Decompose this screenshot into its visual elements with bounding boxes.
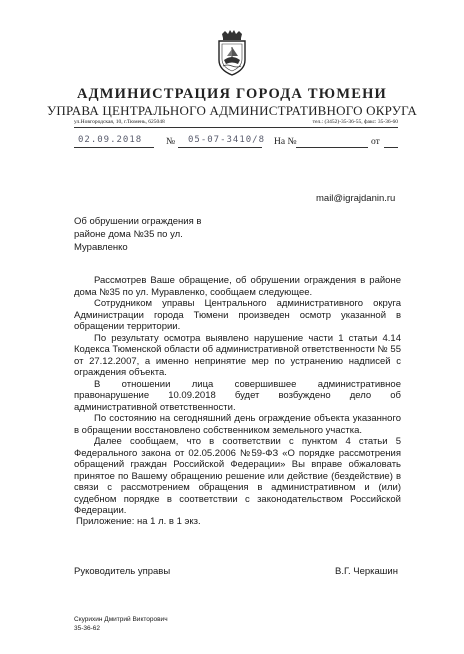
body-paragraph: По результату осмотра выявлено нарушение части 1 статьи 4.14 Кодекса Тюменской области об административной ответственности № 55 от 27.12.2007, а именно непринятие мер по устранению надписей с ограждения объекта. bbox=[74, 332, 401, 378]
letter-subject: Об обрушении ограждения в районе дома №35 по ул. Муравленко bbox=[74, 216, 202, 253]
letterhead-address: ул.Новгородская, 10, г.Тюмень, 625048 bbox=[74, 119, 165, 125]
body-paragraph: Далее сообщаем, что в соответствии с пунктом 4 статьи 5 Федерального закона от 02.05.2006 №59-ФЗ «О порядке рассмотрения обращений граждан Российской Федерации» Вы вправе обжаловать принятое по Вашему обращению решение или действие (бездействие) в связи с рассмотрением обращения в административном и (или) судебном порядке в соответствии с законодательством Российской Федерации. bbox=[74, 436, 401, 516]
recipient-email: mail@igrajdanin.ru bbox=[316, 193, 396, 204]
body-paragraph: По состоянию на сегодняшний день ограждение объекта указанного в обращении восстановлено собственником земельного участка. bbox=[74, 413, 401, 436]
letter-body bbox=[74, 275, 401, 517]
registration-date: 02.09.2018 bbox=[78, 135, 143, 145]
ref-number-line bbox=[296, 147, 368, 148]
ref-from-label: от bbox=[371, 137, 380, 147]
department-name: УПРАВА ЦЕНТРАЛЬНОГО АДМИНИСТРАТИВНОГО ОКРУГА bbox=[46, 103, 417, 118]
letterhead-phones: тел.: (3452)-35-36-55, факс: 35-36-60 bbox=[312, 119, 398, 125]
executor-info bbox=[74, 615, 168, 633]
registration-number: 05-07-3410/8 bbox=[188, 135, 266, 145]
executor-name: Скурихин Дмитрий Викторович bbox=[74, 616, 168, 623]
executor-phone: 35-36-62 bbox=[74, 625, 101, 632]
city-emblem-icon bbox=[216, 30, 248, 76]
date-line bbox=[74, 147, 154, 148]
letterhead-divider bbox=[74, 127, 398, 128]
signatory-name: В.Г. Черкашин bbox=[335, 566, 398, 577]
body-paragraph: Сотрудником управы Центрального административного округа Администрации города Тюмени произведен осмотр указанной в обращении территории. bbox=[74, 298, 401, 332]
organization-name: АДМИНИСТРАЦИЯ ГОРОДА ТЮМЕНИ bbox=[76, 86, 388, 102]
ref-number-label: На № bbox=[274, 137, 297, 147]
ref-from-line bbox=[384, 147, 398, 148]
number-label: № bbox=[166, 137, 176, 147]
attachment-note: Приложение: на 1 л. в 1 экз. bbox=[76, 516, 201, 527]
signatory-position: Руководитель управы bbox=[74, 566, 171, 577]
number-line bbox=[178, 147, 262, 148]
body-paragraph: В отношении лица совершившее административное правонарушение 10.09.2018 будет возбуждено дело об административной ответственности. bbox=[74, 378, 401, 413]
body-paragraph: Рассмотрев Ваше обращение, об обрушении ограждения в районе дома №35 по ул. Муравленко, сообщаем следующее. bbox=[74, 275, 401, 298]
